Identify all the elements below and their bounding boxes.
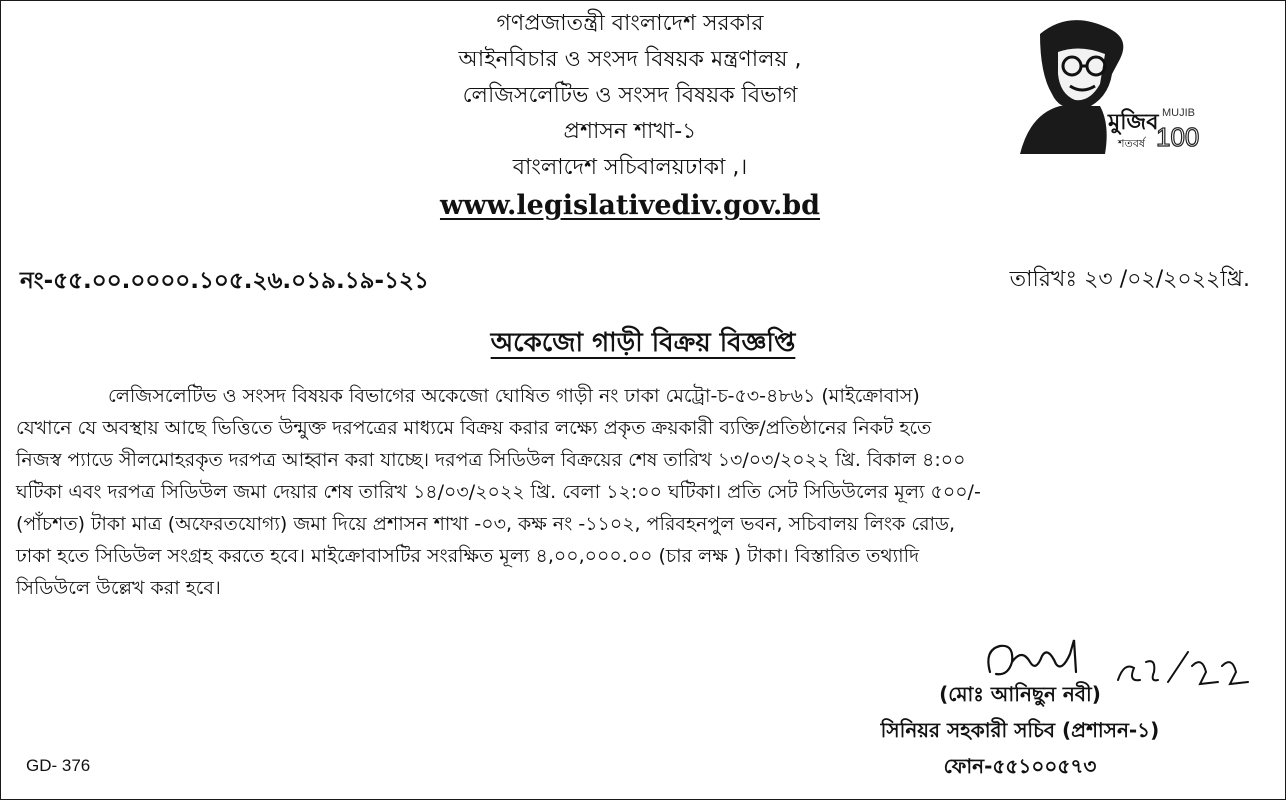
body-line: ঢাকা হতে সিডিউল সংগ্রহ করতে হবে। মাইক্রোবাসটির সংরক্ষিত মূল্য ৪,০০,০০০.০০ (চার লক্ষ ) টাকা। বিস্তারিত তথ্যাদি [16, 545, 920, 567]
body-line: ঘটিকা এবং দরপত্র সিডিউল জমা দেয়ার শেষ তারিখ ১৪/০৩/২০২২ খ্রি. বেলা ১২:০০ ঘটিকা। প্রতি সেট সিডিউলের মূল্য ৫০০/- [16, 481, 981, 503]
notice-body [16, 380, 1248, 604]
branch-name: প্রশাসন শাখা-১ [563, 119, 697, 144]
signatory-designation: সিনিয়র সহকারী সচিব (প্রশাসন-১) [880, 718, 1160, 742]
notice-title: অকেজো গাড়ী বিক্রয় বিজ্ঞপ্তি [490, 328, 796, 358]
logo-text-bn: মুজিব [1108, 110, 1159, 135]
division-name: লেজিসলেটিভ ও সংসদ বিষয়ক বিভাগ [462, 83, 798, 108]
gd-code: GD- 376 [26, 756, 91, 775]
ministry-name: আইনবিচার ও সংসদ বিষয়ক মন্ত্রণালয় , [458, 47, 802, 72]
body-line: (পাঁচশত) টাকা মাত্র (অফেরতযোগ্য) জমা দিয়ে প্রশাসন শাখা -০৩, কক্ষ নং -১১০২, পরিবহনপুল ভবন, সচিবালয় লিংক রোড, [16, 513, 956, 535]
signature-block [820, 676, 1220, 784]
website-link[interactable]: www.legislativediv.gov.bd [439, 190, 821, 221]
logo-text-bn-sub: শতবর্ষ [1118, 137, 1145, 150]
address: বাংলাদেশ সচিবালয়ঢাকা ,। [512, 155, 748, 180]
notice-title-row [0, 322, 1286, 366]
logo-text-en: MUJIB [1162, 107, 1195, 119]
signatory-name: (মোঃ আনিছুন নবী) [939, 682, 1101, 706]
letterhead [300, 6, 960, 224]
signatory-phone: ফোন-৫৫১০০৫৭৩ [943, 754, 1097, 778]
body-line: নিজস্ব প্যাডে সীলমোহরকৃত দরপত্র আহ্বান করা যাচ্ছে। দরপত্র সিডিউল বিক্রয়ের শেষ তারিখ ১৩/০৩/২০২২ খ্রি. বিকাল ৪:০০ [16, 449, 966, 471]
body-line: যেখানে যে অবস্থায় আছে ভিত্তিতে উন্মুক্ত দরপত্রের মাধ্যমে বিক্রয় করার লক্ষ্যে প্রকৃত ক্রয়কারী ব্যক্তি/প্রতিষ্ঠানের নিকট হতে [16, 417, 932, 439]
govt-name: গণপ্রজাতন্ত্রী বাংলাদেশ সরকার [496, 11, 764, 36]
logo-number: 100 [1156, 122, 1200, 152]
memo-number: নং-৫৫.০০.০০০০.১০৫.২৬.০১৯.১৯-১২১ [20, 268, 429, 294]
body-line: লেজিসলেটিভ ও সংসদ বিষয়ক বিভাগের অকেজো ঘোষিত গাড়ী নং ঢাকা মেট্রো-চ-৫৩-৪৮৬১ (মাইক্রোবাস) [108, 385, 920, 407]
body-line: সিডিউলে উল্লেখ করা হবে। [16, 577, 221, 599]
mujib-100-logo [1000, 14, 1200, 154]
issue-date: তারিখঃ ২৩ /০২/২০২২খ্রি. [1009, 267, 1250, 292]
